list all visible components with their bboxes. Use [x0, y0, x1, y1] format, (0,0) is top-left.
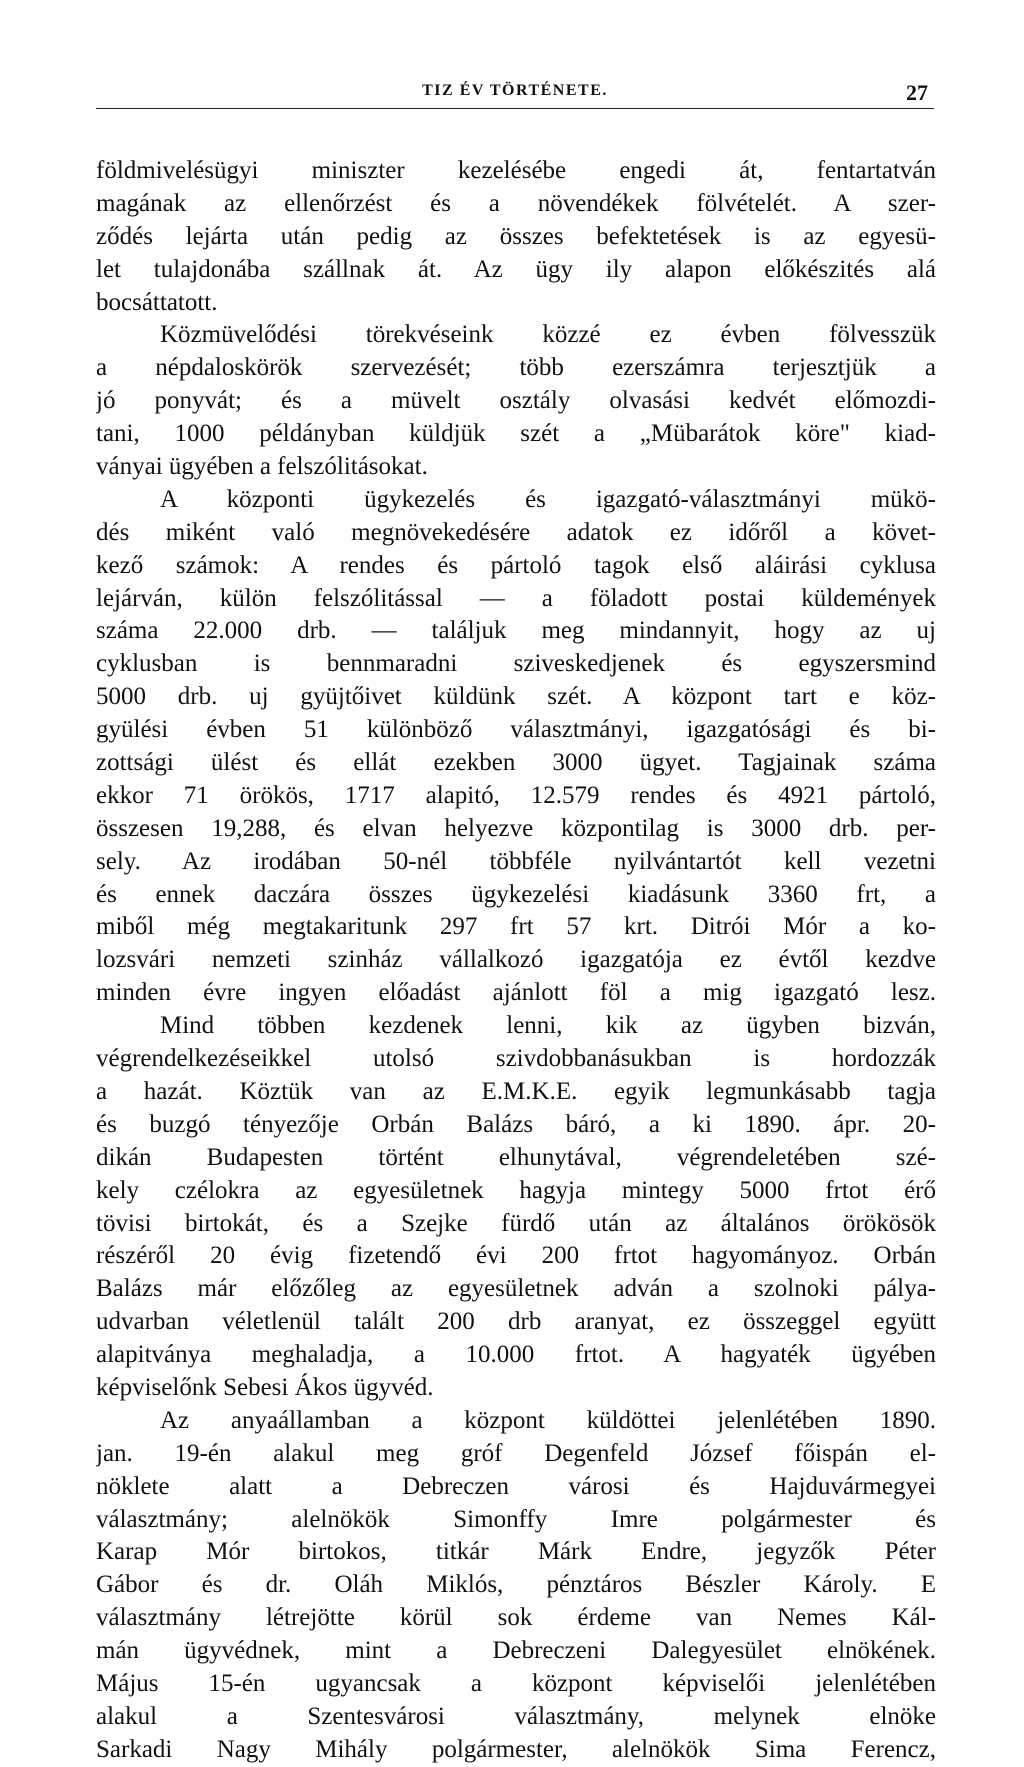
text-line: részéről 20 évig fizetendő évi 200 frtot hagyományoz. Orbán	[96, 1242, 936, 1270]
text-line: ekkor 71 örökös, 1717 alapitó, 12.579 rendes és 4921 pártoló,	[96, 781, 936, 809]
text-line: ződés lejárta után pedig az összes befektetések is az egyesü-	[96, 222, 936, 250]
paragraph-start-line: Mind többen kezdenek lenni, kik az ügyben bizván,	[160, 1012, 936, 1040]
text-line: tani, 1000 példányban küldjük szét a „Mübarátok köre" kiad-	[96, 420, 936, 448]
paragraph-start-line: Közmüvelődési törekvéseink közzé ez évben fölvesszük	[160, 321, 936, 349]
text-line: és ennek daczára összes ügykezelési kiadásunk 3360 frt, a	[96, 880, 936, 908]
text-line: let tulajdonába szállnak át. Az ügy ily alapon előkészités alá	[96, 255, 936, 283]
text-line: gyülési évben 51 különböző választmányi, igazgatósági és bi-	[96, 716, 936, 744]
text-line: száma 22.000 drb. — találjuk meg mindannyit, hogy az uj	[96, 617, 936, 645]
text-line: a népdaloskörök szervezését; több ezerszámra terjesztjük a	[96, 354, 936, 382]
text-line: a hazát. Köztük van az E.M.K.E. egyik legmunkásabb tagja	[96, 1077, 936, 1105]
text-line: Gábor és dr. Oláh Miklós, pénztáros Bészler Károly. E	[96, 1571, 936, 1599]
text-line: ványai ügyében a felszólitásokat.	[96, 453, 428, 481]
text-line: választmány; alelnökök Simonffy Imre polgármester és	[96, 1505, 936, 1533]
text-line: magának az ellenőrzést és a növendékek fölvételét. A szer-	[96, 189, 936, 217]
text-line: 5000 drb. uj gyüjtőivet küldünk szét. A központ tart e köz-	[96, 683, 936, 711]
text-line: és buzgó tényezője Orbán Balázs báró, a ki 1890. ápr. 20-	[96, 1110, 936, 1138]
text-line: mán ügyvédnek, mint a Debreczeni Dalegyesület elnökének.	[96, 1637, 936, 1665]
text-line: földmivelésügyi miniszter kezelésébe engedi át, fentartatván	[96, 157, 936, 184]
text-line: Május 15-én ugyancsak a központ képviselői jelenlétében	[96, 1669, 936, 1697]
text-line: nöklete alatt a Debreczen városi és Hajduvármegyei	[96, 1472, 936, 1500]
text-line: alapitványa meghaladja, a 10.000 frtot. A hagyaték ügyében	[96, 1341, 936, 1369]
text-line: miből még megtakaritunk 297 frt 57 krt. Ditrói Mór a ko-	[96, 913, 936, 941]
text-line: választmány létrejötte körül sok érdeme van Nemes Kál-	[96, 1604, 936, 1632]
text-line: tövisi birtokát, és a Szejke fürdő után az általános örökösök	[96, 1209, 936, 1237]
text-line: lejárván, külön felszólitással — a föladott postai küldemények	[96, 584, 936, 612]
text-line: zottsági ülést és ellát ezekben 3000 ügyet. Tagjainak száma	[96, 749, 936, 777]
text-line: dikán Budapesten történt elhunytával, végrendeletében szé-	[96, 1143, 936, 1171]
text-line: Karap Mór birtokos, titkár Márk Endre, jegyzők Péter	[96, 1538, 936, 1566]
text-line: végrendelkezéseikkel utolsó szivdobbanásukban is hordozzák	[96, 1045, 936, 1073]
body-text	[96, 155, 936, 1767]
text-line: Balázs már előzőleg az egyesületnek adván a szolnoki pálya-	[96, 1275, 936, 1303]
text-line: jan. 19-én alakul meg gróf Degenfeld József főispán el-	[96, 1439, 936, 1467]
text-line: Sarkadi Nagy Mihály polgármester, alelnökök Sima Ferencz,	[96, 1735, 936, 1763]
text-line: kező számok: A rendes és pártoló tagok első aláirási cyklusa	[96, 551, 936, 579]
text-line: lozsvári nemzeti szinház vállalkozó igazgatója ez évtől kezdve	[96, 946, 936, 974]
text-line: összesen 19,288, és elvan helyezve központilag is 3000 drb. per-	[96, 814, 936, 842]
running-title: TIZ ÉV TÖRTÉNETE.	[422, 82, 608, 99]
text-line: cyklusban is bennmaradni sziveskedjenek és egyszersmind	[96, 650, 936, 678]
text-line: bocsáttatott.	[96, 288, 218, 316]
text-line: minden évre ingyen előadást ajánlott föl a mig igazgató lesz.	[96, 979, 936, 1007]
text-line: udvarban véletlenül talált 200 drb aranyat, ez összeggel együtt	[96, 1308, 936, 1336]
text-line: jó ponyvát; és a müvelt osztály olvasási kedvét előmozdi-	[96, 387, 936, 415]
text-line: dés miként való megnövekedésére adatok ez időről a követ-	[96, 518, 936, 546]
text-line: kely czélokra az egyesületnek hagyja mintegy 5000 frtot érő	[96, 1176, 936, 1204]
running-header	[96, 82, 934, 109]
text-line: sely. Az irodában 50-nél többféle nyilvántartót kell vezetni	[96, 847, 936, 875]
text-line: alakul a Szentesvárosi választmány, melynek elnöke	[96, 1702, 936, 1730]
page-number: 27	[906, 80, 928, 105]
paragraph-start-line: Az anyaállamban a központ küldöttei jelenlétében 1890.	[160, 1406, 936, 1434]
text-line: képviselőnk Sebesi Ákos ügyvéd.	[96, 1373, 434, 1401]
paragraph-start-line: A központi ügykezelés és igazgató-választmányi mükö-	[160, 485, 936, 513]
